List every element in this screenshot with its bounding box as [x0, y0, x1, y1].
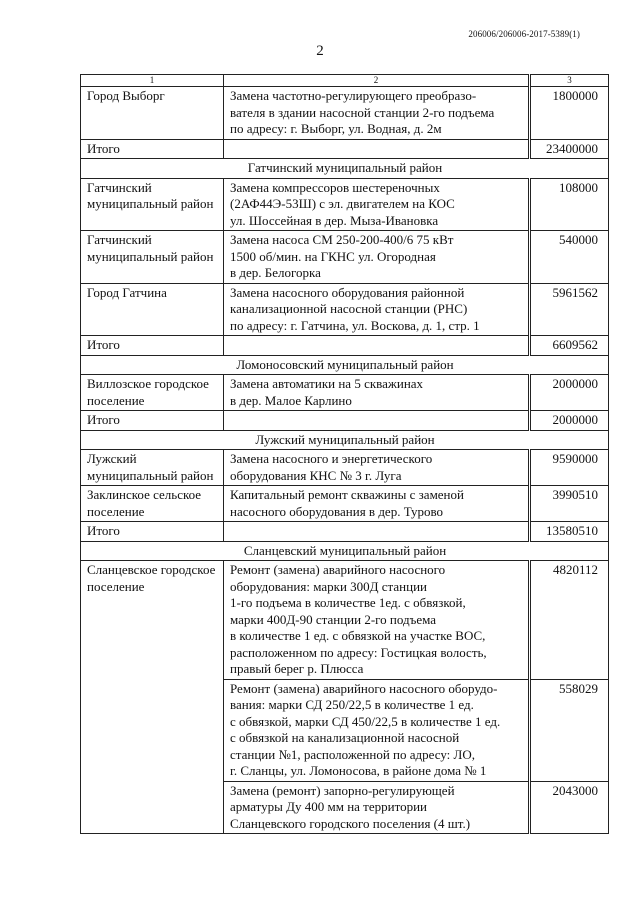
description-line: в количестве 1 ед. с обвязкой на участке ВОС, — [230, 628, 486, 643]
column-header-1: 1 — [81, 75, 224, 87]
municipality-name: Гатчинский муниципальный район — [81, 231, 224, 284]
work-description — [224, 679, 530, 781]
description-line: правый берег р. Плюсса — [230, 661, 364, 676]
description-line: с обвязкой на канализационной насосной — [230, 730, 460, 745]
table-row — [81, 178, 609, 231]
total-row — [81, 336, 609, 356]
total-desc — [224, 139, 530, 159]
description-line: станции №1, расположенной по адресу: ЛО, — [230, 746, 475, 762]
section-title: Сланцевский муниципальный район — [81, 541, 609, 561]
amount-value: 9590000 — [530, 450, 609, 486]
total-label: Итого — [81, 336, 224, 356]
description-line: насосного оборудования в дер. Турово — [230, 503, 444, 519]
amount-value: 540000 — [530, 231, 609, 284]
total-value: 6609562 — [530, 336, 609, 356]
description-line: Замена насосного оборудования районной — [230, 284, 465, 300]
section-title: Гатчинский муниципальный район — [81, 159, 609, 179]
municipality-name: Лужский муниципальный район — [81, 450, 224, 486]
total-label: Итого — [81, 139, 224, 159]
total-desc — [224, 522, 530, 542]
section-row — [81, 541, 609, 561]
description-line: Замена автоматики на 5 скважинах — [230, 376, 424, 391]
amount-value: 108000 — [530, 178, 609, 231]
total-row — [81, 139, 609, 159]
amount-value: 5961562 — [530, 283, 609, 336]
description-line: оборудования: марки 300Д станции — [230, 578, 427, 594]
municipality-name: Заклинское сельское поселение — [81, 486, 224, 522]
total-label: Итого — [81, 522, 224, 542]
section-row — [81, 430, 609, 450]
section-row — [81, 355, 609, 375]
table-row — [81, 561, 609, 680]
description-line: Ремонт (замена) аварийного насосного — [230, 562, 446, 577]
description-line: Капитальный ремонт скважины с заменой — [230, 487, 464, 502]
description-line: вателя в здании насосной станции 2-го подъема — [230, 104, 495, 120]
total-value: 2000000 — [530, 411, 609, 431]
amount-value: 4820112 — [530, 561, 609, 680]
description-line: в дер. Малое Карлино — [230, 392, 352, 408]
description-line: Ремонт (замена) аварийного насосного оборудо- — [230, 680, 498, 696]
table-header-row — [81, 75, 609, 87]
amount-value: 3990510 — [530, 486, 609, 522]
work-description — [224, 87, 530, 140]
total-label: Итого — [81, 411, 224, 431]
description-line: ул. Шоссейная в дер. Мыза-Ивановка — [230, 212, 439, 228]
description-line: вания: марки СД 250/22,5 в количестве 1 ед. — [230, 697, 474, 712]
column-header-3: 3 — [530, 75, 609, 87]
column-header-2: 2 — [224, 75, 530, 87]
work-description — [224, 561, 530, 680]
municipality-name: Сланцевское городское поселение — [81, 561, 224, 834]
total-value: 13580510 — [530, 522, 609, 542]
data-table — [80, 74, 609, 834]
total-value: 23400000 — [530, 139, 609, 159]
description-line: Замена (ремонт) запорно-регулирующей — [230, 782, 455, 798]
work-description — [224, 178, 530, 231]
description-line: марки 400Д-90 станции 2-го подъема — [230, 611, 437, 627]
description-line: в дер. Белогорка — [230, 265, 321, 280]
work-description — [224, 450, 530, 486]
work-description — [224, 486, 530, 522]
total-row — [81, 411, 609, 431]
description-line: 1-го подъема в количестве 1ед. с обвязкой, — [230, 595, 466, 610]
table-body — [81, 75, 609, 834]
table-row — [81, 231, 609, 284]
description-line: Замена компрессоров шестереночных — [230, 179, 440, 195]
amount-value: 2043000 — [530, 781, 609, 834]
municipality-name: Гатчинский муниципальный район — [81, 178, 224, 231]
total-desc — [224, 336, 530, 356]
description-line: Сланцевского городского поселения (4 шт.) — [230, 815, 471, 831]
table-row — [81, 450, 609, 486]
table-row — [81, 283, 609, 336]
table-row — [81, 375, 609, 411]
description-line: г. Сланцы, ул. Ломоносова, в районе дома № 1 — [230, 763, 487, 778]
table-row — [81, 486, 609, 522]
municipality-name: Город Гатчина — [81, 283, 224, 336]
work-description — [224, 781, 530, 834]
municipality-name: Город Выборг — [81, 87, 224, 140]
section-title: Лужский муниципальный район — [81, 430, 609, 450]
municipality-name: Виллозское городское поселение — [81, 375, 224, 411]
description-line: по адресу: г. Гатчина, ул. Воскова, д. 1, стр. 1 — [230, 317, 480, 333]
work-description — [224, 283, 530, 336]
description-line: арматуры Ду 400 мм на территории — [230, 799, 428, 814]
total-row — [81, 522, 609, 542]
description-line: с обвязкой, марки СД 450/22,5 в количестве 1 ед. — [230, 713, 501, 729]
section-row — [81, 159, 609, 179]
description-line: по адресу: г. Выборг, ул. Водная, д. 2м — [230, 121, 442, 136]
description-line: 1500 об/мин. на ГКНС ул. Огородная — [230, 248, 436, 264]
work-description — [224, 375, 530, 411]
total-desc — [224, 411, 530, 431]
amount-value: 558029 — [530, 679, 609, 781]
description-line: канализационной насосной станции (РНС) — [230, 301, 468, 316]
document-id: 206006/206006-2017-5389(1) — [468, 29, 580, 39]
description-line: расположенном по адресу: Гостицкая волость, — [230, 644, 487, 660]
description-line: (2АФ44Э-53Ш) с эл. двигателем на КОС — [230, 196, 455, 211]
description-line: Замена насосного и энергетического — [230, 451, 433, 466]
description-line: Замена насоса СМ 250-200-400/6 75 кВт — [230, 232, 454, 247]
amount-value: 2000000 — [530, 375, 609, 411]
table-row — [81, 87, 609, 140]
work-description — [224, 231, 530, 284]
amount-value: 1800000 — [530, 87, 609, 140]
description-line: Замена частотно-регулирующего преобразо- — [230, 88, 477, 103]
description-line: оборудования КНС № 3 г. Луга — [230, 467, 402, 483]
page-number: 2 — [316, 43, 324, 59]
section-title: Ломоносовский муниципальный район — [81, 355, 609, 375]
